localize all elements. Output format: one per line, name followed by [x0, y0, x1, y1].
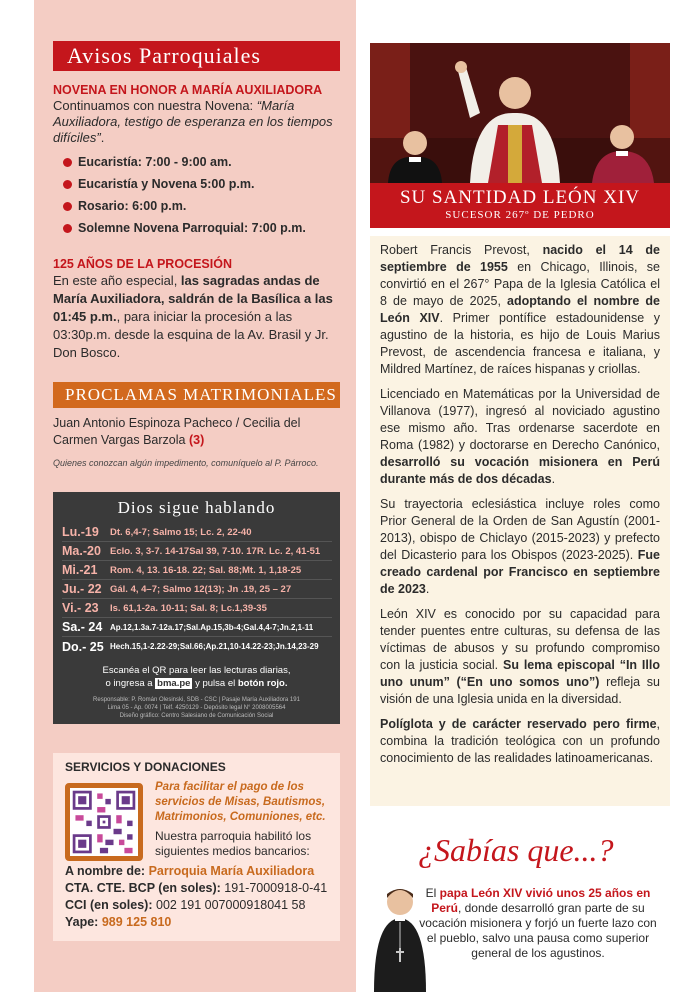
yape-label: Yape: — [65, 915, 99, 929]
schedule-item: Rosario: 6:00 p.m. — [78, 199, 187, 213]
pope-banner — [370, 183, 670, 228]
pope-photo-illustration — [370, 43, 670, 183]
proclama-number: (3) — [188, 433, 205, 447]
proclamas-names — [53, 415, 345, 449]
day-label: Ma.-20 — [62, 544, 101, 558]
day-label: Ju.- 22 — [62, 582, 102, 596]
bank-details — [65, 863, 337, 931]
day-label: Mi.-21 — [62, 563, 98, 577]
proclamas-banner: PROCLAMAS MATRIMONIALES — [53, 382, 340, 408]
yape-value: 989 125 810 — [101, 915, 172, 929]
dios-sigue-hablando-panel — [53, 492, 340, 724]
reading: Dt. 6,4-7; Salmo 15; Lc. 2, 22-40 — [110, 526, 252, 538]
bullet-icon — [63, 224, 72, 233]
bullet-icon — [63, 202, 72, 211]
table-row — [62, 599, 332, 618]
servicios-title: SERVICIOS Y DONACIONES — [65, 760, 226, 774]
day-label: Lu.-19 — [62, 525, 99, 539]
reading: Gál. 4, 4–7; Salmo 12(13); Jn .19, 25 – 27 — [110, 583, 292, 595]
novena-intro: Continuamos con nuestra Novena: — [53, 98, 257, 113]
day-label: Vi.- 23 — [62, 601, 99, 615]
day-label: Do.- 25 — [62, 639, 104, 654]
procesion-title: 125 AÑOS DE LA PROCESIÓN — [53, 257, 232, 271]
list-item — [63, 173, 343, 195]
bio-paragraph: Políglota y de carácter reservado pero firme, combina la tradición teológica con un profundo conocimiento de las realidades latinoamericanas. — [380, 717, 660, 765]
couple-names: Juan Antonio Espinoza Pacheco / Cecilia del Carmen Vargas Barzola — [53, 416, 301, 447]
bullet-icon — [63, 180, 72, 189]
schedule-item: Eucaristía y Novena 5:00 p.m. — [78, 177, 255, 191]
dios-note — [53, 664, 340, 690]
a-nombre-value: Parroquia María Auxiliadora — [148, 864, 315, 878]
table-row — [62, 561, 332, 580]
procesion-b: las sagradas andas de María Auxiliadora, saldrán de la Basílica a las 01:45 p.m. — [53, 273, 333, 324]
reading: Eclo. 3, 3-7. 14-17Sal 39, 7-10. 17R. Lc. 2, 41-51 — [110, 545, 321, 557]
cta-value: 191-7000918-0-41 — [224, 881, 328, 895]
note-b: o ingresa a — [105, 678, 153, 689]
novena-end: . — [100, 130, 105, 145]
cci-value: 002 191 007000918041 58 — [156, 898, 306, 912]
credits — [53, 696, 340, 720]
proclamas-note: Quienes conozcan algún impedimento, comuníquelo al P. Párroco. — [53, 458, 319, 468]
servicios-highlight: Para facilitar el pago de los servicios de Misas, Bautismos, Matrimonios, Comuniones, etc. — [155, 781, 326, 823]
reading: Rom. 4, 13. 16-18. 22; Sal. 88;Mt. 1, 1,18-25 — [110, 564, 302, 576]
credit-line: Diseño gráfico: Centro Salesiano de Comunicación Social — [119, 713, 274, 719]
schedule-item: Eucaristía: 7:00 - 9:00 am. — [78, 155, 232, 169]
qr-code-graphic — [70, 788, 138, 856]
servicios-panel — [53, 753, 340, 941]
note-a: Escanéa el QR para leer las lecturas diarias, — [102, 665, 291, 676]
bio-paragraph: Su trayectoria eclesiástica incluye roles como Prior General de la Orden de San Agustín (2001-2013), obispo de Chiclayo (2015-2023) y prefecto del Dicasterio para los Obispos (2023-2025). Fue creado cardenal por Francisco en septiembre de 2023. — [380, 497, 660, 596]
pope-subtitle: SUCESOR 267º DE PEDRO — [445, 209, 595, 221]
procesion-a: En este año especial, — [53, 273, 181, 288]
list-item — [63, 195, 343, 217]
reading: Is. 61,1-2a. 10-11; Sal. 8; Lc.1,39-35 — [110, 602, 267, 614]
cta-label: CTA. CTE. BCP (en soles): — [65, 881, 221, 895]
site-link[interactable]: bma.pe — [157, 678, 191, 689]
table-row — [62, 618, 332, 637]
day-label: Sa.- 24 — [62, 620, 103, 634]
novena-quote: “María Auxiliadora, testigo de esperanza en los tiempos difíciles” — [53, 98, 333, 145]
sabias-title: ¿Sabías que...? — [418, 832, 614, 868]
qr-code-icon[interactable] — [65, 783, 143, 861]
schedule-list — [63, 151, 343, 239]
list-item — [63, 217, 343, 239]
pope-name: SU SANTIDAD LEÓN XIV — [399, 187, 641, 208]
note-c: y pulsa el — [195, 678, 236, 689]
novena-title: NOVENA EN HONOR A MARÍA AUXILIADORA — [53, 83, 323, 97]
a-nombre-label: A nombre de: — [65, 864, 146, 878]
credit-line: Lima 05 - Ap. 0074 | Telf. 4250129 - Depósito legal N° 2008005564 — [107, 705, 286, 711]
pope-biography — [370, 236, 670, 806]
bullet-icon — [63, 158, 72, 167]
sabias-text: El papa León XIV vivió unos 25 años en Perú, donde desarrolló gran parte de su vocación misionera y forjó un fuerte lazo con el pueblo, salvo una pausa como superior general de los agustinos. — [419, 886, 657, 960]
servicios-text: Nuestra parroquia habilitó los siguientes medios bancarios: — [155, 829, 312, 858]
novena-text — [53, 98, 343, 146]
cci-row — [65, 897, 337, 914]
bio-paragraph: León XIV es conocido por su capacidad para tender puentes entre culturas, su defensa de las víctimas de abusos y su profundo compromiso con la justicia social. Su lema episcopal “In Illo uno unum” (“En uno somos uno”) refleja su visión de una Iglesia unida en la diversidad. — [380, 607, 660, 706]
a-nombre-row — [65, 863, 337, 880]
bio-paragraph: Robert Francis Prevost, nacido el 14 de septiembre de 1955 en Chicago, Illinois, se convirtió en el 267° Papa de la Iglesia Católica el 8 de mayo de 2025, adoptando el nombre de León XIV. Primer pontífice estadounidense y agustino de la historia, es hijo de Louis Marius Prevost, de ascendencia francesa e italiana, y Mildred Martínez, de raíces hispanas y criollas. — [380, 243, 661, 376]
table-row — [62, 637, 332, 656]
dios-title: Dios sigue hablando — [117, 498, 276, 517]
cta-row — [65, 880, 337, 897]
list-item — [63, 151, 343, 173]
cci-label: CCI (en soles): — [65, 898, 153, 912]
procesion-text — [53, 272, 345, 362]
readings-table — [62, 523, 332, 656]
schedule-item: Solemne Novena Parroquial: 7:00 p.m. — [78, 221, 306, 235]
bio-paragraph: Licenciado en Matemáticas por la Universidad de Villanova (1977), ingresó al noviciado agustino ese mismo año. Tras ordenarse sacerdote en Roma (1982) y doctorarse en Derecho Canónico, desarrolló su vocación misionera en Perú durante más de dos décadas. — [380, 387, 660, 486]
credit-line: Responsable: P. Román Olesinski, SDB - CSC | Pasaje María Auxiliadora 191 — [93, 697, 300, 703]
pope-photo — [370, 43, 670, 183]
procesion-c: , para iniciar la procesión a las 03:30p.m. desde la esquina de la Av. Brasil y Jr. Don Bosco. — [53, 309, 329, 360]
yape-row — [65, 914, 337, 931]
reading: Ap.12,1.3a.7-12a.17;Sal.Ap.15,3b-4;Gal.4,4-7;Jn.2,1-11 — [110, 622, 314, 632]
avisos-banner: Avisos Parroquiales — [53, 41, 340, 71]
table-row — [62, 580, 332, 599]
table-row — [62, 542, 332, 561]
note-button: botón rojo. — [237, 678, 288, 689]
reading: Hech.15,1-2.22-29;Sal.66;Ap.21,10-14.22-23;Jn.14,23-29 — [110, 642, 319, 651]
left-column — [34, 0, 356, 992]
table-row — [62, 523, 332, 542]
